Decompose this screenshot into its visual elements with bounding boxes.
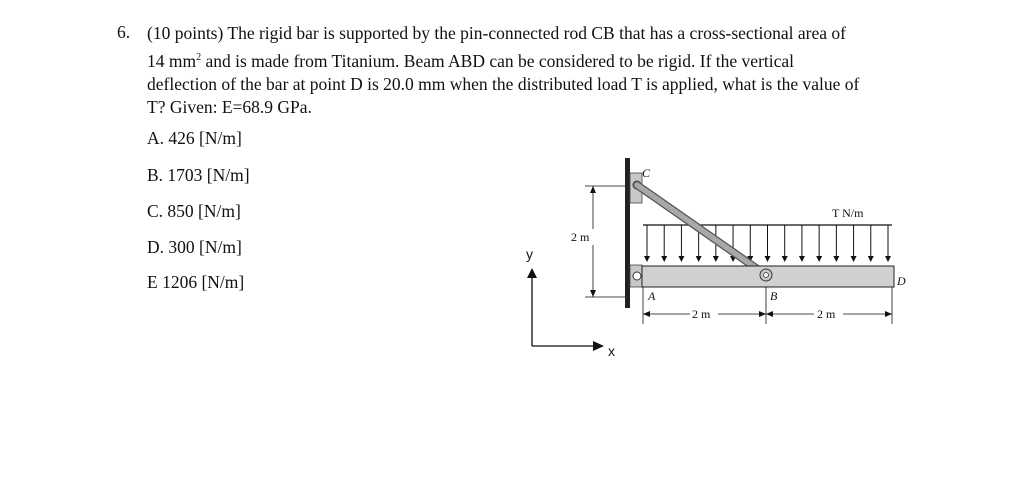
area-exponent: 2 bbox=[196, 51, 202, 63]
load-arrow-head bbox=[661, 256, 667, 262]
area-value: 14 mm bbox=[147, 50, 197, 71]
question-line-4: T? Given: E=68.9 GPa. bbox=[147, 97, 312, 118]
load-arrows bbox=[644, 225, 891, 262]
load-arrow-head bbox=[851, 256, 857, 262]
question-line-1: (10 points) The rigid bar is supported by the pin-connected rod CB that has a cross-sectional area of bbox=[147, 23, 847, 43]
beam-abd bbox=[642, 266, 906, 288]
load-arrow-head bbox=[868, 256, 874, 262]
span-dimensions bbox=[643, 287, 892, 324]
option-e[interactable]: E 1206 [N/m] bbox=[147, 272, 245, 292]
dim-bd-arrow-right bbox=[885, 311, 892, 317]
load-arrow-head bbox=[816, 256, 822, 262]
dim-arrow-up bbox=[590, 186, 596, 193]
rod-body bbox=[637, 185, 766, 275]
dim-arrow-down bbox=[590, 290, 596, 297]
load-label: T N/m bbox=[832, 206, 864, 220]
load-arrow-head bbox=[799, 256, 805, 262]
option-d[interactable]: D. 300 [N/m] bbox=[147, 237, 242, 257]
option-a[interactable]: A. 426 [N/m] bbox=[147, 128, 242, 148]
wall-line bbox=[625, 158, 630, 308]
span-bd-label: 2 m bbox=[817, 307, 836, 321]
dim-bd-arrow-left bbox=[766, 311, 773, 317]
x-axis-label: x bbox=[608, 343, 615, 359]
load-arrow-head bbox=[696, 256, 702, 262]
pin-a bbox=[633, 272, 641, 280]
y-axis-arrowhead bbox=[527, 268, 537, 278]
rod-cb bbox=[637, 166, 766, 275]
height-label: 2 m bbox=[571, 230, 590, 244]
dim-ab-arrow-right bbox=[759, 311, 766, 317]
wall bbox=[625, 158, 642, 308]
question-line-3: deflection of the bar at point D is 20.0 mm when the distributed load T is applied, what is the value of bbox=[147, 73, 860, 94]
label-a: A bbox=[648, 289, 656, 303]
label-d: D bbox=[897, 274, 906, 288]
pin-b-inner bbox=[764, 273, 769, 278]
load-arrow-head bbox=[765, 256, 771, 262]
height-dimension bbox=[570, 186, 625, 297]
load-arrow-head bbox=[678, 256, 684, 262]
option-c[interactable]: C. 850 [N/m] bbox=[147, 201, 241, 221]
load-arrow-head bbox=[644, 256, 650, 262]
question-number: 6. bbox=[117, 22, 131, 42]
option-b[interactable]: B. 1703 [N/m] bbox=[147, 165, 250, 185]
load-arrow-head bbox=[885, 256, 891, 262]
axes bbox=[526, 246, 615, 359]
label-c: C bbox=[642, 166, 651, 180]
load-arrow-head bbox=[833, 256, 839, 262]
load-arrow-head bbox=[713, 256, 719, 262]
question-line-2-rest: and is made from Titanium. Beam ABD can be considered to be rigid. If the vertical bbox=[201, 50, 795, 71]
span-ab-label: 2 m bbox=[692, 307, 711, 321]
label-b: B bbox=[770, 289, 778, 303]
y-axis-label: y bbox=[526, 246, 533, 262]
dim-ab-arrow-left bbox=[643, 311, 650, 317]
load-arrow-head bbox=[782, 256, 788, 262]
x-axis-arrowhead bbox=[593, 341, 604, 351]
